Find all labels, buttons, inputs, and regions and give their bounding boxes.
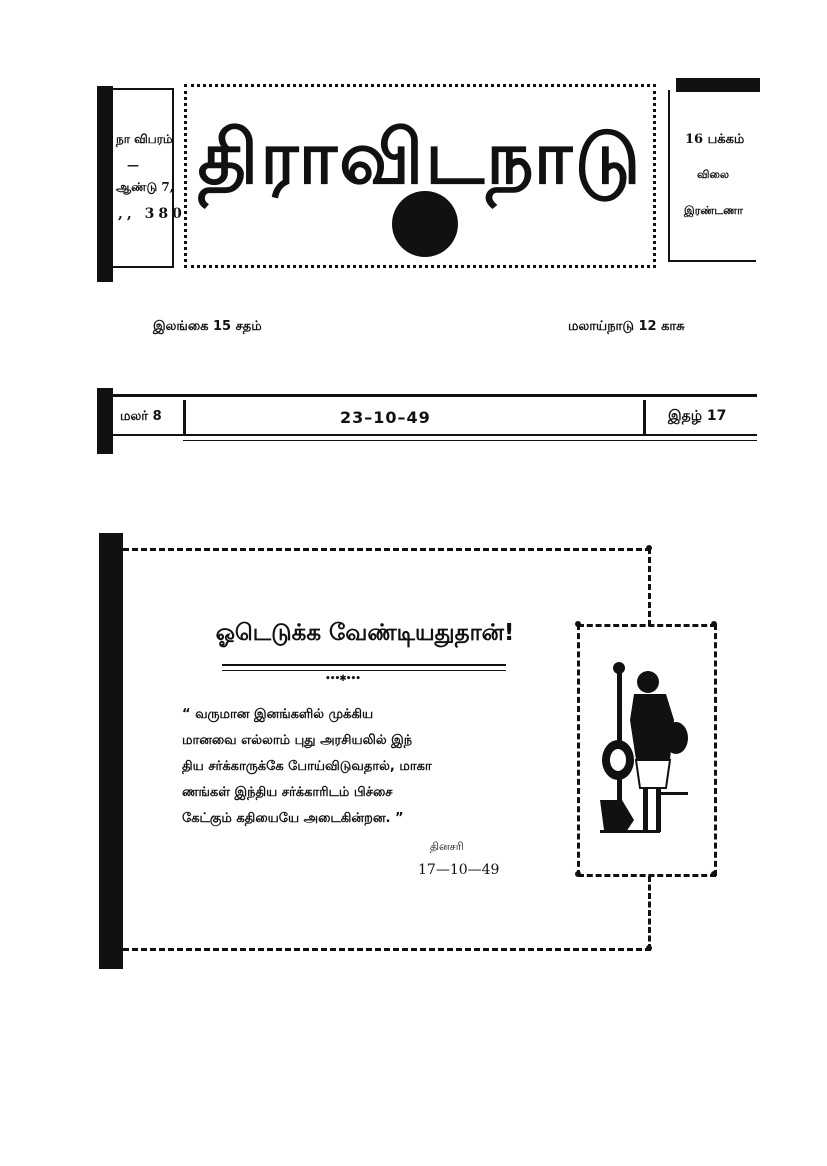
corner-dot	[711, 871, 717, 877]
quote-border-top	[123, 548, 651, 551]
quote-line: ணங்கள் இந்திய சர்க்காரிடம் பிச்சை	[182, 785, 393, 800]
strip-top-rule	[113, 394, 757, 397]
masthead-left-box-border	[113, 88, 173, 90]
quote-line: திய சர்க்காருக்கே போய்விடுவதால், மாகா	[182, 759, 432, 774]
subscription-dash: —	[127, 158, 139, 172]
quote-line: “ வருமான இனங்களில் முக்கிய	[182, 707, 374, 722]
masthead-left-box-border	[172, 88, 174, 268]
heading-rule	[222, 670, 506, 671]
newspaper-title: திராவிடநாடு	[197, 115, 643, 201]
illustration-border-left	[577, 624, 580, 876]
corner-dot	[575, 621, 581, 627]
subscription-year: ஆண்டு 7,	[116, 180, 174, 194]
subscription-label: நா விபரம்	[116, 132, 173, 146]
corner-dot	[711, 621, 717, 627]
issue-date: 23–10–49	[340, 408, 431, 427]
page-count: 16 பக்கம்	[685, 132, 745, 147]
strip-bottom-rule-thin	[183, 440, 757, 441]
quote-line: கேட்கும் கதியையே அடைகின்றன. ”	[182, 811, 404, 826]
illustration-border-top	[578, 624, 716, 627]
corner-dot	[575, 871, 581, 877]
malaya-price: மலாய்நாடு 12 காசு	[568, 319, 685, 334]
illustration-border-right	[714, 624, 717, 876]
quote-source: தினசரி	[430, 840, 464, 853]
beggar-with-veena-illustration	[596, 660, 696, 840]
quote-border-right	[648, 548, 651, 626]
strip-divider	[183, 400, 186, 436]
price-value: இரண்டணா	[684, 204, 743, 217]
masthead-top-rule	[676, 78, 760, 92]
quote-line: மானவை எல்லாம் புது அரசியலில் இந்	[182, 733, 413, 748]
issue-number: இதழ் 17	[668, 408, 727, 424]
quote-border-right	[648, 876, 651, 950]
quote-border-bottom	[123, 948, 651, 951]
title-box	[184, 84, 656, 268]
volume-number: மலர் 8	[120, 409, 162, 424]
strip-bottom-rule	[113, 434, 757, 436]
quote-source-date: 17—10—49	[418, 862, 500, 878]
quote-heading: ஓடெடுக்க வேண்டியதுதான்!	[215, 620, 515, 646]
strip-divider	[643, 400, 646, 436]
corner-dot	[646, 545, 652, 551]
corner-dot	[646, 945, 652, 951]
masthead-left-rule	[97, 86, 113, 282]
ceylon-price: இலங்கை 15 சதம்	[153, 319, 262, 334]
heading-ornament: •••✱•••	[325, 674, 361, 684]
illustration-border-bottom	[578, 874, 716, 877]
price-label: விலை	[697, 168, 730, 181]
quote-left-rule	[99, 533, 123, 969]
subscription-amount: ,, 380	[118, 206, 186, 222]
masthead-left-box-border	[113, 266, 173, 268]
heading-rule	[222, 664, 506, 666]
strip-left-rule	[97, 388, 113, 454]
